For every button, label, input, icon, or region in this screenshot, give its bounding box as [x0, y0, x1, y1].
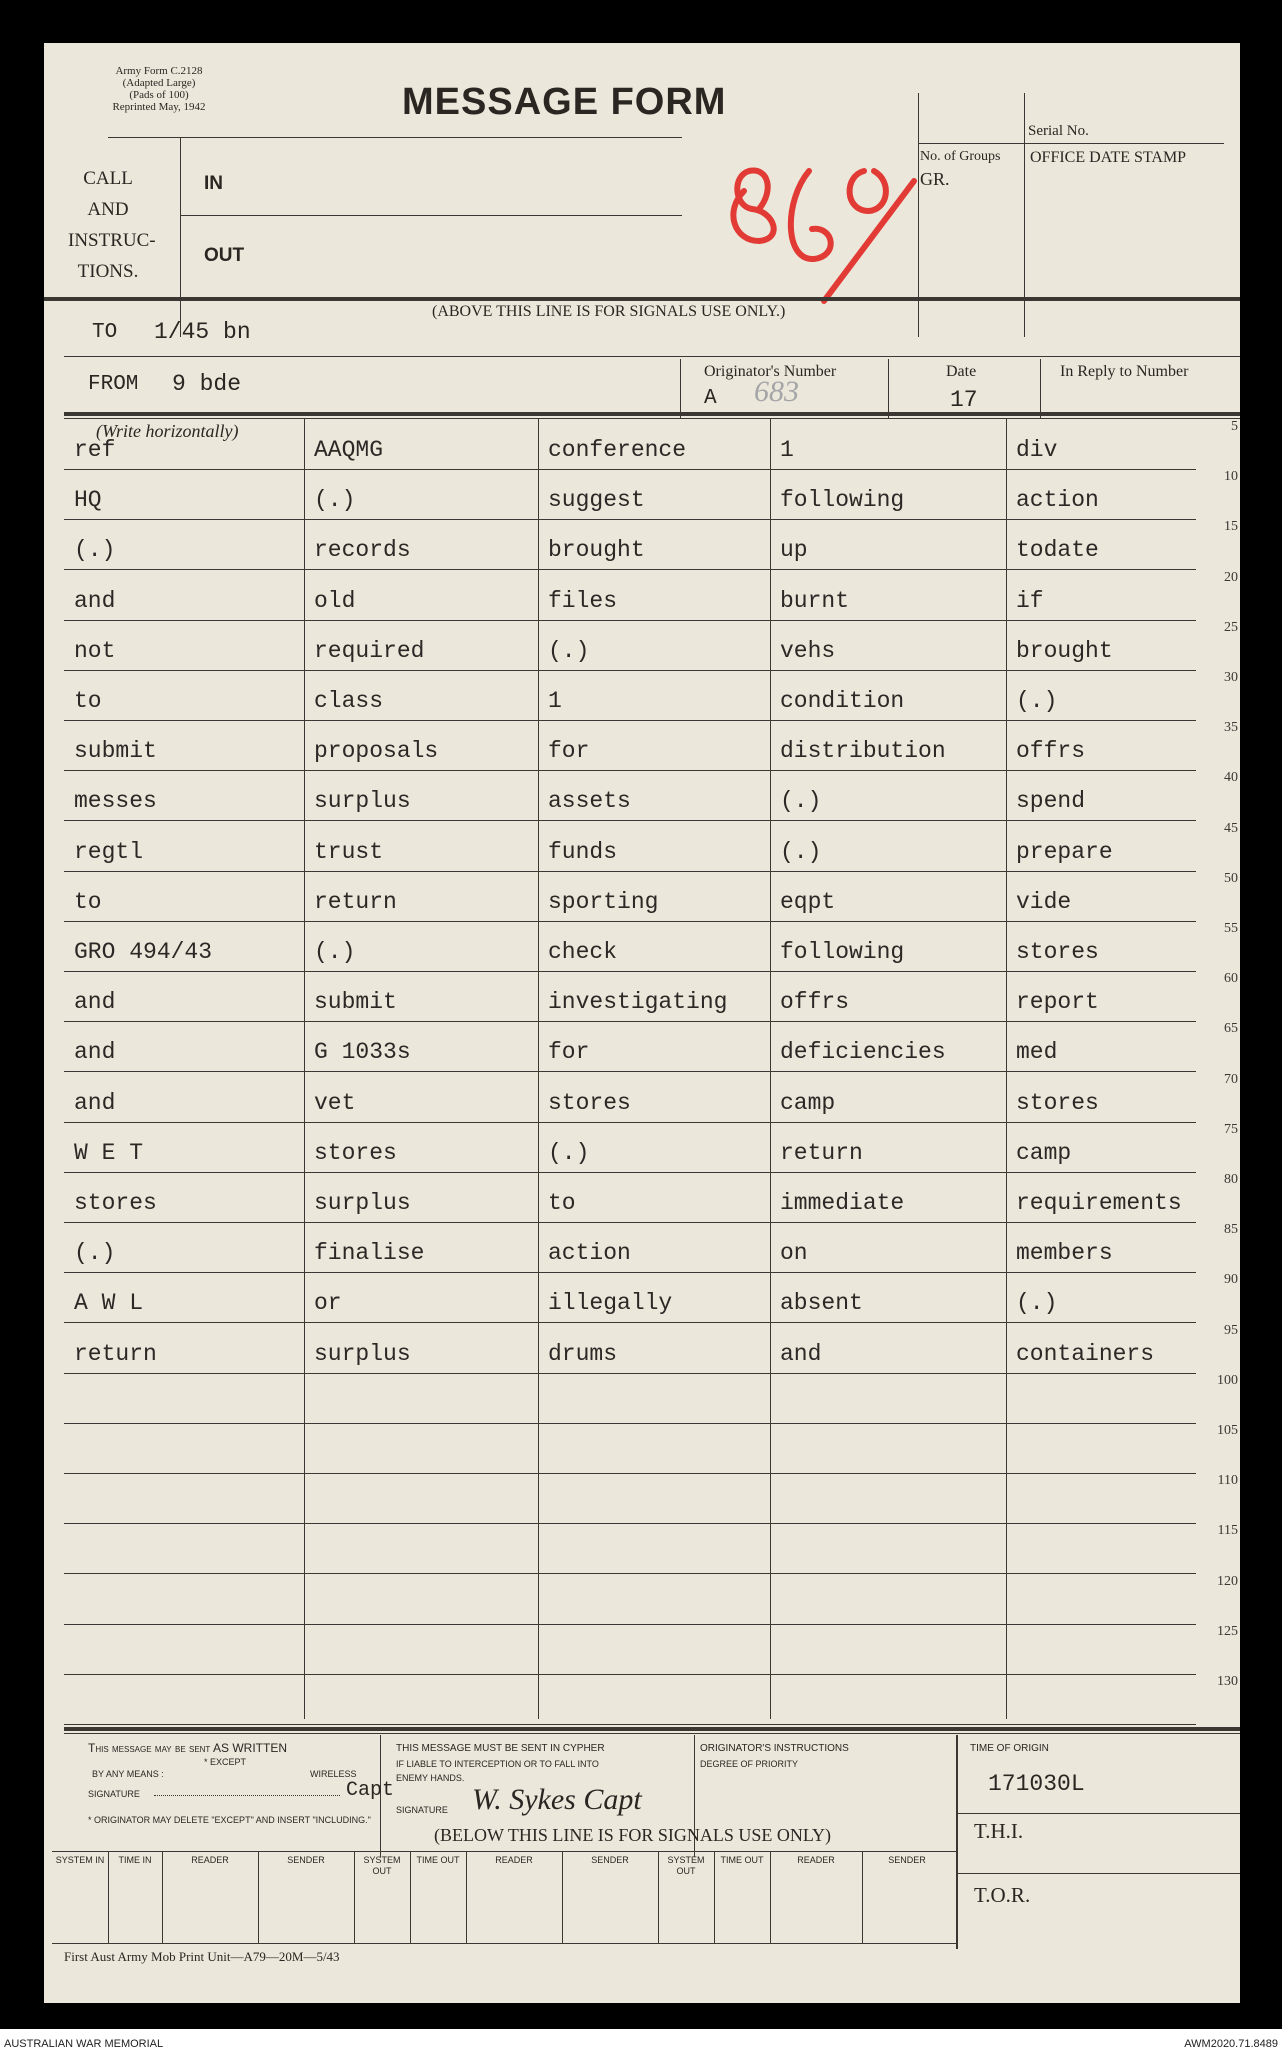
archive-footer [0, 2029, 1282, 2061]
message-word: submit [74, 738, 157, 765]
message-word: action [1016, 487, 1099, 514]
as-written-line: This message may be sent AS WRITTEN [88, 1741, 287, 1755]
message-word: surplus [314, 1340, 411, 1367]
time-origin-label: TIME OF ORIGIN [970, 1743, 1049, 1754]
row-number: 15 [1224, 519, 1238, 535]
row-number: 125 [1217, 1623, 1238, 1639]
message-word: messes [74, 788, 157, 815]
to-value: 1/45 bn [154, 319, 251, 345]
form-ref-line: Army Form C.2128 [115, 65, 203, 77]
message-word: (.) [1016, 1290, 1058, 1317]
message-word: for [548, 1039, 590, 1066]
message-word: stores [314, 1139, 397, 1166]
row-number: 55 [1224, 921, 1238, 936]
message-word: deficiencies [780, 1039, 946, 1066]
message-word: camp [780, 1089, 836, 1116]
message-word: div [1016, 437, 1058, 463]
message-word: assets [548, 788, 631, 815]
row-number: 110 [1217, 1473, 1238, 1489]
signals-note-top: (ABOVE THIS LINE IS FOR SIGNALS USE ONLY.) [432, 303, 786, 320]
row-number: 90 [1224, 1272, 1238, 1288]
message-word: AAQMG [314, 437, 384, 463]
signals-column-header: TIME IN [118, 1855, 152, 1865]
row-number: 5 [1231, 419, 1238, 434]
grid-row-line [64, 620, 1196, 621]
message-word: vide [1016, 888, 1072, 915]
signals-column-header: SYSTEM IN [55, 1855, 105, 1865]
row-number: 45 [1224, 820, 1238, 836]
signals-column-divider [562, 1851, 563, 1943]
message-word: offrs [780, 989, 850, 1016]
row-number: 30 [1224, 670, 1238, 685]
message-word: (.) [74, 537, 116, 564]
grid-row-line [64, 1423, 1196, 1424]
grid-row-line [64, 1172, 1196, 1173]
message-word: return [780, 1139, 863, 1166]
time-origin-value: 171030L [988, 1771, 1085, 1797]
row-number: 75 [1224, 1121, 1238, 1137]
message-word: and [74, 1089, 116, 1116]
by-any-means: BY ANY MEANS : [92, 1769, 164, 1779]
archive-right: AWM2020.71.8489 [1184, 2038, 1278, 2050]
originator-label: Originator's Number [704, 363, 837, 380]
row-number: 85 [1224, 1222, 1238, 1238]
signals-column-divider [466, 1851, 467, 1943]
message-word: W E T [74, 1139, 144, 1166]
message-word: 1 [548, 688, 562, 714]
message-word: if [1016, 587, 1044, 614]
message-word: for [548, 738, 590, 765]
message-word: and [74, 989, 116, 1016]
row-number: 95 [1224, 1322, 1238, 1338]
row-number: 20 [1224, 569, 1238, 585]
row-number: 105 [1217, 1423, 1238, 1438]
signature-label: SIGNATURE [88, 1789, 140, 1799]
message-word: condition [780, 688, 905, 714]
message-word: drums [548, 1340, 618, 1367]
originator-note: * ORIGINATOR MAY DELETE "EXCEPT" AND INSERT "INCLUDING." [88, 1815, 371, 1825]
row-number: 50 [1224, 870, 1238, 886]
message-word: offrs [1016, 738, 1086, 765]
message-word: containers [1016, 1340, 1155, 1367]
cypher-signature-value: W. Sykes Capt [472, 1783, 642, 1816]
signals-column-divider [410, 1851, 411, 1943]
grid-row-line [64, 871, 1196, 872]
call-line: INSTRUC- [68, 230, 156, 251]
message-word: camp [1016, 1139, 1072, 1166]
message-word: med [1016, 1039, 1058, 1066]
message-word: distribution [780, 738, 946, 765]
message-word: (.) [780, 838, 822, 865]
grid-row-line [64, 971, 1196, 972]
message-word: trust [314, 838, 384, 865]
message-word: suggest [548, 487, 645, 514]
call-instructions-label [68, 163, 156, 287]
signals-column-divider [770, 1851, 771, 1943]
row-number: 100 [1217, 1372, 1238, 1388]
message-word: stores [74, 1190, 157, 1216]
grid-row-line [64, 1724, 1196, 1725]
row-number: 115 [1217, 1523, 1238, 1539]
message-form [44, 43, 1240, 2003]
message-word: prepare [1016, 838, 1113, 865]
office-date-stamp-label: OFFICE DATE STAMP [1030, 149, 1187, 166]
message-word: vehs [780, 637, 836, 664]
form-ref-line: Reprinted May, 1942 [112, 101, 206, 113]
signals-column-divider [108, 1851, 109, 1943]
message-word: todate [1016, 537, 1099, 564]
grid-row-line [64, 1473, 1196, 1474]
grid-row-line [64, 1222, 1196, 1223]
message-word: (.) [548, 637, 590, 664]
grid-row-line [64, 569, 1196, 570]
message-word: eqpt [780, 888, 836, 915]
message-word: investigating [548, 989, 728, 1016]
printer-line: First Aust Army Mob Print Unit—A79—20M—5/43 [64, 1949, 340, 1964]
message-word: report [1016, 989, 1099, 1016]
signals-column-header: SENDER [888, 1855, 926, 1865]
message-word: ref [74, 437, 116, 463]
message-word: (.) [74, 1240, 116, 1267]
message-word: sporting [548, 888, 659, 915]
message-word: absent [780, 1290, 863, 1317]
cypher-signature-label: SIGNATURE [396, 1805, 448, 1815]
groups-label: No. of Groups [920, 149, 1001, 164]
grid-row-line [64, 921, 1196, 922]
grid-row-line [64, 670, 1196, 671]
grid-row-line [64, 1624, 1196, 1625]
message-word: spend [1016, 788, 1086, 815]
call-line: TIONS. [77, 261, 139, 282]
message-word: (.) [548, 1139, 590, 1166]
grid-row-line [64, 1122, 1196, 1123]
message-word: action [548, 1240, 631, 1267]
grid-row-line [64, 1573, 1196, 1574]
message-word: GRO 494/43 [74, 939, 213, 965]
call-line: AND [87, 199, 129, 220]
signals-column-header: SYSTEM OUT [667, 1855, 705, 1876]
message-word: following [780, 487, 905, 514]
form-title: MESSAGE FORM [402, 81, 727, 123]
message-word: 1 [780, 437, 794, 463]
orig-instructions-label: ORIGINATOR'S INSTRUCTIONS [700, 1743, 849, 1754]
message-word: to [548, 1190, 576, 1216]
message-word: required [314, 637, 425, 664]
message-word: brought [1016, 637, 1113, 664]
message-word: members [1016, 1240, 1113, 1267]
archive-left: AUSTRALIAN WAR MEMORIAL [4, 2038, 164, 2050]
except-label: * EXCEPT [204, 1757, 247, 1767]
signals-column-header: SENDER [287, 1855, 325, 1865]
signals-column-divider [658, 1851, 659, 1943]
signals-column-header: TIME OUT [720, 1855, 764, 1865]
grid-row-line [64, 1674, 1196, 1675]
grid-row-line [64, 519, 1196, 520]
message-word: to [74, 688, 102, 714]
grid-row-line [64, 770, 1196, 771]
message-word: finalise [314, 1240, 425, 1267]
message-word: stores [548, 1089, 631, 1116]
message-word: (.) [314, 487, 356, 514]
date-value: 17 [950, 387, 978, 413]
signals-column-header: TIME OUT [416, 1855, 460, 1865]
signals-column-header: READER [797, 1855, 835, 1865]
message-word: burnt [780, 587, 850, 614]
cypher-line-2: IF LIABLE TO INTERCEPTION OR TO FALL INTO [396, 1759, 599, 1769]
message-word: stores [1016, 1089, 1099, 1116]
tor-label: T.O.R. [974, 1883, 1031, 1907]
message-word: conference [548, 437, 687, 463]
signature-value: Capt [346, 1779, 395, 1802]
reply-label: In Reply to Number [1060, 363, 1189, 380]
message-word: (.) [780, 788, 822, 815]
message-word: old [314, 587, 356, 614]
message-word: A W L [74, 1290, 144, 1317]
wireless-label: WIRELESS [310, 1769, 357, 1779]
grid-row-line [64, 1021, 1196, 1022]
from-value: 9 bde [172, 371, 242, 397]
grid-row-line [64, 720, 1196, 721]
message-word: G 1033s [314, 1039, 411, 1066]
signals-column-divider [354, 1851, 355, 1943]
form-reference [84, 65, 234, 113]
row-number: 65 [1224, 1021, 1238, 1037]
message-word: proposals [314, 738, 439, 765]
grid-row-line [64, 820, 1196, 821]
grid-row-line [64, 1373, 1196, 1374]
message-word: or [314, 1290, 342, 1317]
row-number: 80 [1224, 1172, 1238, 1187]
message-word: funds [548, 838, 618, 865]
message-word: surplus [314, 1190, 411, 1216]
message-word: records [314, 537, 411, 564]
signals-column-header: READER [495, 1855, 533, 1865]
date-label: Date [946, 363, 977, 380]
signals-column-divider [862, 1851, 863, 1943]
message-word: stores [1016, 939, 1099, 965]
call-line: CALL [83, 168, 133, 189]
row-number: 35 [1224, 720, 1238, 736]
groups-value: GR. [920, 169, 950, 189]
message-word: and [74, 1039, 116, 1066]
degree-priority-label: DEGREE OF PRIORITY [700, 1759, 799, 1769]
signals-column-divider [714, 1851, 715, 1943]
grid-row-line [64, 1272, 1196, 1273]
message-word: class [314, 688, 384, 714]
out-label: OUT [204, 245, 245, 266]
form-ref-line: (Pads of 100) [129, 89, 189, 101]
message-word: (.) [1016, 688, 1058, 714]
write-horizontally-note: (Write horizontally) [96, 421, 239, 441]
thi-label: T.H.I. [974, 1819, 1024, 1843]
handwritten-860-mark [704, 131, 934, 321]
originator-value-pencil: 683 [754, 375, 799, 408]
grid-row-line [64, 1523, 1196, 1524]
message-word: following [780, 939, 905, 965]
message-word: surplus [314, 788, 411, 815]
cypher-line-1: THIS MESSAGE MUST BE SENT IN CYPHER [396, 1743, 605, 1754]
row-number: 60 [1224, 971, 1238, 987]
row-number: 70 [1224, 1071, 1238, 1087]
signals-note-bottom: (BELOW THIS LINE IS FOR SIGNALS USE ONLY) [434, 1825, 832, 1845]
serial-label: Serial No. [1028, 123, 1089, 139]
signals-column-header: SYSTEM OUT [363, 1855, 401, 1876]
message-word: regtl [74, 838, 144, 865]
signals-column-divider [258, 1851, 259, 1943]
signals-column-header: SENDER [591, 1855, 629, 1865]
row-number: 10 [1224, 469, 1238, 485]
message-word: vet [314, 1089, 356, 1116]
grid-row-line [64, 1071, 1196, 1072]
row-number: 130 [1217, 1674, 1238, 1689]
row-number: 40 [1224, 770, 1238, 786]
message-word: and [780, 1340, 822, 1367]
message-word: on [780, 1240, 808, 1267]
message-word: immediate [780, 1190, 905, 1216]
message-word: check [548, 939, 618, 965]
message-word: brought [548, 537, 645, 564]
message-word: illegally [548, 1290, 673, 1317]
message-word: up [780, 537, 808, 564]
message-word: return [314, 888, 397, 915]
cypher-line-3: ENEMY HANDS. [396, 1773, 465, 1783]
to-label: TO [92, 321, 118, 344]
originator-value-typed: A [704, 387, 717, 410]
signals-column-divider [162, 1851, 163, 1943]
row-number: 120 [1217, 1573, 1238, 1589]
message-word: HQ [74, 487, 102, 514]
message-word: files [548, 587, 618, 614]
message-word: submit [314, 989, 397, 1016]
grid-row-line [64, 469, 1196, 470]
message-word: requirements [1016, 1190, 1182, 1216]
message-word: and [74, 587, 116, 614]
message-word: not [74, 637, 116, 664]
grid-row-line [64, 1322, 1196, 1323]
from-label: FROM [88, 373, 139, 396]
signals-column-header: READER [191, 1855, 229, 1865]
in-label: IN [204, 173, 223, 194]
form-ref-line: (Adapted Large) [122, 77, 196, 89]
message-word: to [74, 888, 102, 915]
row-number: 25 [1224, 619, 1238, 635]
message-word: return [74, 1340, 157, 1367]
message-word: (.) [314, 939, 356, 965]
